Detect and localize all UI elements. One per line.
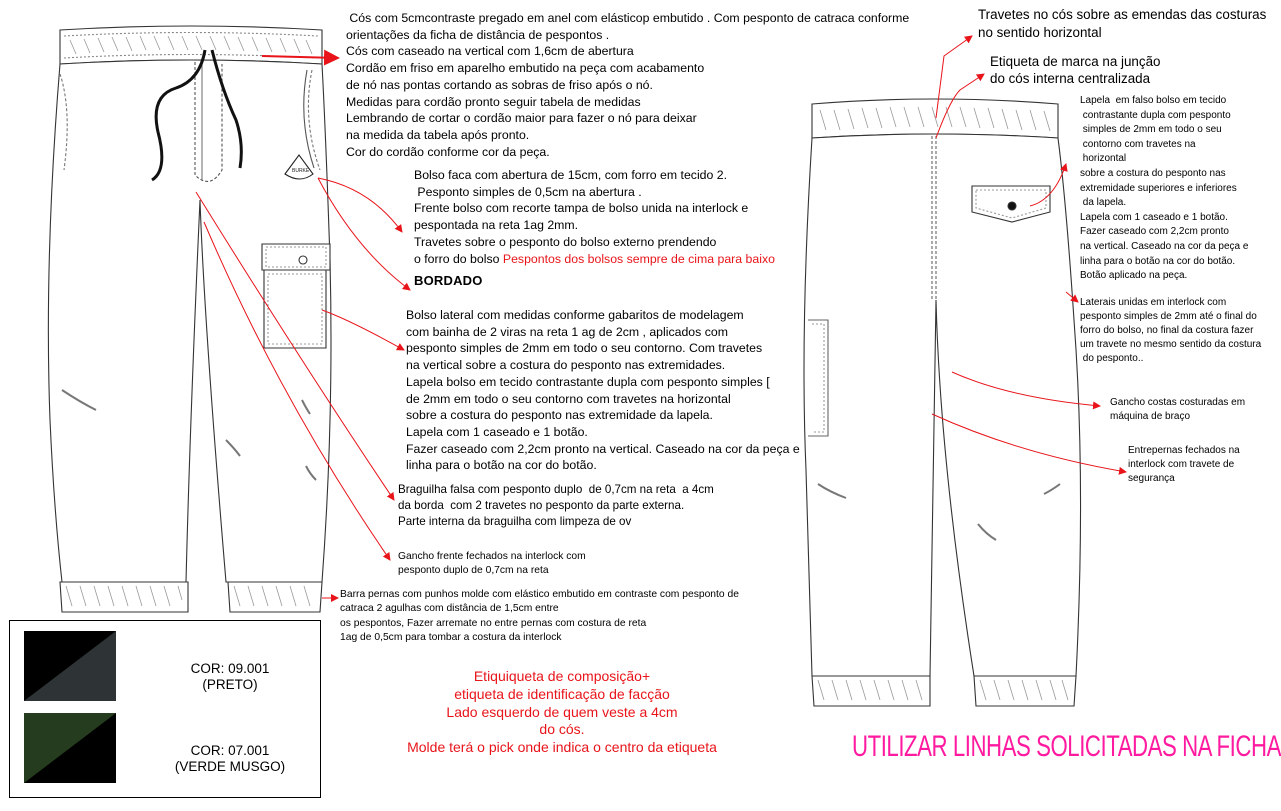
note-bolso-lateral: Bolso lateral com medidas conforme gabaritos de modelagem com bainha de 2 viras na reta 1 ag de 2cm , aplicados com pesponto simples de 2mm em todo o seu contorno. Com travetes na vertical sobre a costura do pesponto nas extremidades. Lapela bolso em tecido contrastante dupla com pesponto simples [ de 2mm em todo o seu contorno com travetes na horizontal sobre a costura do pesponto nas extremidade da lapela. Lapela com 1 caseado e 1 botão. Fazer caseado com 2,2cm pronto na vertical. Caseado na cor da peça e linha para o botão na cor do botão. xyxy=(406,308,800,473)
note-bolso-faca: Bolso faca com abertura de 15cm, com forro em tecido 2. Pesponto simples de 0,5cm na abertura . Frente bolso com recorte tampa de bolso unida na interlock e pespontada na reta 1ag 2mm. Travetes sobre o pesponto do bolso externo prendendo o forro do bolso Pespontos dos bolsos sempre de cima para baixo xyxy=(414,168,775,266)
cargo-flap xyxy=(262,244,330,270)
note-braguilha: Braguilha falsa com pesponto duplo de 0,7cm na reta a 4cm da borda com 2 travetes no pesponto da parte externa. Parte interna da braguilha com limpeza de ov xyxy=(398,483,714,528)
color-swatch-preto xyxy=(24,631,116,701)
color-label-verde-musgo: COR: 07.001 (VERDE MUSGO) xyxy=(174,743,286,774)
note-bordado: BORDADO xyxy=(414,273,483,288)
color-label-preto: COR: 09.001 (PRETO) xyxy=(190,661,270,692)
front-right-cuff xyxy=(228,582,322,612)
note-entrepernas: Entrepernas fechados na interlock com travete de segurança xyxy=(1128,445,1240,484)
front-left-cuff xyxy=(60,582,188,612)
svg-text:BURKE: BURKE xyxy=(292,168,310,174)
utilizar-linhas-note: UTILIZAR LINHAS SOLICITADAS NA FICHA xyxy=(852,730,1281,763)
color-options-box xyxy=(9,620,321,798)
note-barra: Barra pernas com punhos molde com elástico embutido em contraste com pesponto de catraca 2 agulhas com distância de 1,5cm entre os pespontos, Fazer arremate no entre pernas com costura de reta 1ag de 0,5cm para tombar a costura da interlock xyxy=(340,589,739,644)
note-gancho-frente: Gancho frente fechados na interlock com pesponto duplo de 0,7cm na reta xyxy=(398,551,586,577)
back-left-cuff xyxy=(812,676,930,706)
note-lapela-falso: Lapela em falso bolso em tecido contrastante dupla com pesponto simples de 2mm em todo o seu contorno com travetes na horizontal sobre a costura do pesponto nas extremidade superiores e inferiores da lapela. Lapela com 1 caseado e 1 botão. Fazer caseado com 2,2cm pronto na vertical. Caseado na cor da peça e linha para o botão na cor do botão. Botão aplicado na peça. xyxy=(1080,95,1249,282)
note-bolso-faca-red: Pespontos dos bolsos sempre de cima para baixo xyxy=(502,251,775,266)
note-cos: Cós com 5cmcontraste pregado em anel com elásticop embutido . Com pesponto de catraca conforme orientações da ficha de distância de pespontos . Cós com caseado na vertical com 1,6cm de abertura Cordão em friso em aparelho embutido na peça com acabamento de nó nas pontas cortando as sobras de friso após o nó. Medidas para cordão pronto seguir tabela de medidas Lembrando de cortar o cordão maior para fazer o nó para deixar na medida da tabela após pronto. Cor do cordão conforme cor da peça. xyxy=(346,11,910,159)
cargo-pocket xyxy=(264,270,326,348)
front-view-pants xyxy=(48,26,331,612)
etiqueta-composicao-note: Etiquiqueta de composição+ etiqueta de identificação de facção Lado esquerdo de quem veste a 4cm do cós. Molde terá o pick onde indica o centro da etiqueta xyxy=(407,668,717,756)
note-travetes-cos: Travetes no cós sobre as emendas das costuras no sentido horizontal xyxy=(978,7,1267,40)
back-view-pants xyxy=(804,99,1081,706)
note-gancho-costas: Gancho costas costuradas em máquina de braço xyxy=(1110,397,1246,422)
color-swatch-verde-musgo xyxy=(24,713,116,783)
note-laterais: Laterais unidas em interlock com pesponto simples de 2mm até o final do forro do bolso, no final da costura fazer um travete no mesmo sentido da costura do pesponto.. xyxy=(1080,297,1262,364)
note-etiqueta-marca: Etiqueta de marca na junção do cós interna centralizada xyxy=(990,54,1161,86)
